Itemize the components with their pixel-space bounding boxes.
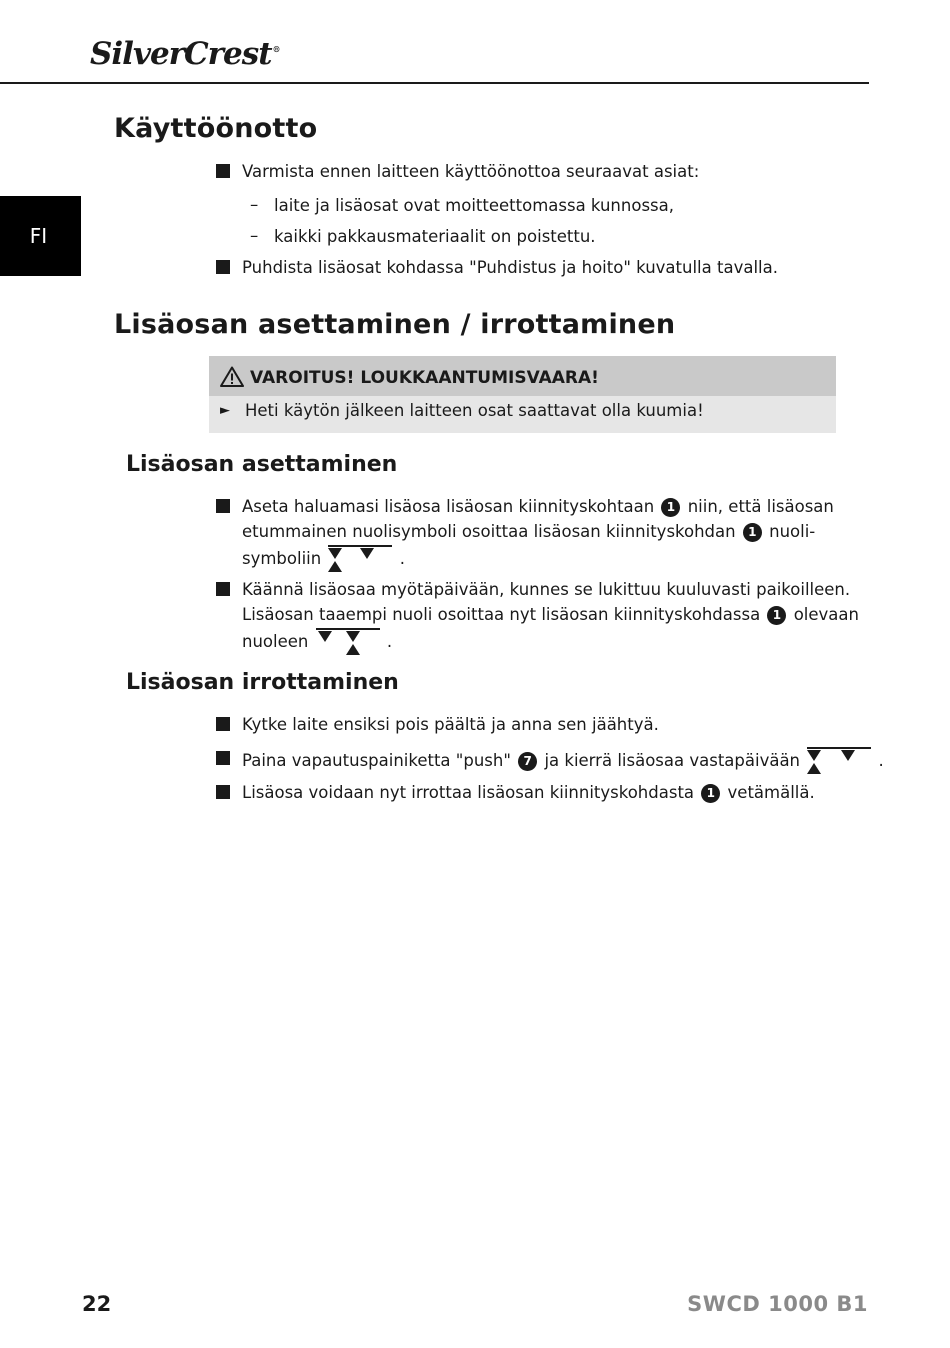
list-item-detach-2: Paina vapautuspainiketta "push" 7 ja kierrä lisäosaa vastapäivään .: [242, 746, 842, 776]
arrow-alignment-symbol-icon: [316, 627, 380, 657]
reference-number-7: 7: [518, 752, 537, 771]
reference-number-1: 1: [767, 606, 786, 625]
warning-header: [209, 356, 836, 396]
bullet-square: [216, 785, 230, 799]
subsection-title-attach: Lisäosan asettaminen: [126, 452, 398, 477]
bullet-square: [216, 260, 230, 274]
subsection-title-detach: Lisäosan irrottaminen: [126, 670, 399, 695]
list-item-attach-2: Käännä lisäosaa myötäpäivään, kunnes se lukittuu kuuluvasti paikoilleen. Lisäosan taaempi nuoli osoittaa nyt lisäosan kiinnityskohdassa 1 olevaan nuoleen .: [242, 577, 832, 657]
brand-logo: SilverCrest®: [90, 36, 280, 72]
list-item-attach-1: Aseta haluamasi lisäosa lisäosan kiinnityskohtaan 1 niin, että lisäosan etummainen nuolisymboli osoittaa lisäosan kiinnityskohdan 1 nuoli- symboliin .: [242, 494, 832, 574]
sub-list-item: kaikki pakkausmateriaalit on poistettu.: [274, 227, 596, 246]
warning-text: Heti käytön jälkeen laitteen osat saattavat olla kuumia!: [245, 401, 704, 420]
page-number: 22: [82, 1292, 112, 1316]
header-rule: [0, 82, 869, 84]
sub-list-item: laite ja lisäosat ovat moitteettomassa kunnossa,: [274, 196, 674, 215]
list-item-detach-3: Lisäosa voidaan nyt irrottaa lisäosan kiinnityskohdasta 1 vetämällä.: [242, 783, 815, 802]
bullet-square: [216, 582, 230, 596]
warning-title: VAROITUS! LOUKKAANTUMISVAARA!: [250, 368, 599, 388]
list-item-detach-1: Kytke laite ensiksi pois päältä ja anna sen jäähtyä.: [242, 715, 659, 734]
warning-triangle-icon: [220, 366, 244, 387]
model-number: SWCD 1000 B1: [687, 1292, 868, 1316]
reference-number-1: 1: [743, 523, 762, 542]
arrow-marker-icon: ►: [220, 403, 230, 418]
bullet-square: [216, 499, 230, 513]
warning-box: [209, 356, 836, 433]
bullet-square: [216, 717, 230, 731]
bullet-square: [216, 164, 230, 178]
arrow-alignment-symbol-icon: [807, 746, 871, 776]
list-item: Puhdista lisäosat kohdassa "Puhdistus ja hoito" kuvatulla tavalla.: [242, 258, 778, 277]
dash-marker: –: [250, 226, 259, 245]
arrow-alignment-symbol-icon: [328, 544, 392, 574]
list-item: Varmista ennen laitteen käyttöönottoa seuraavat asiat:: [242, 162, 700, 181]
language-tab: FI: [0, 196, 81, 276]
reference-number-1: 1: [701, 784, 720, 803]
section-title-lisaosan: Lisäosan asettaminen / irrottaminen: [114, 309, 676, 340]
reference-number-1: 1: [661, 498, 680, 517]
dash-marker: –: [250, 195, 259, 214]
section-title-kayttoonotto: Käyttöönotto: [114, 113, 318, 144]
bullet-square: [216, 751, 230, 765]
